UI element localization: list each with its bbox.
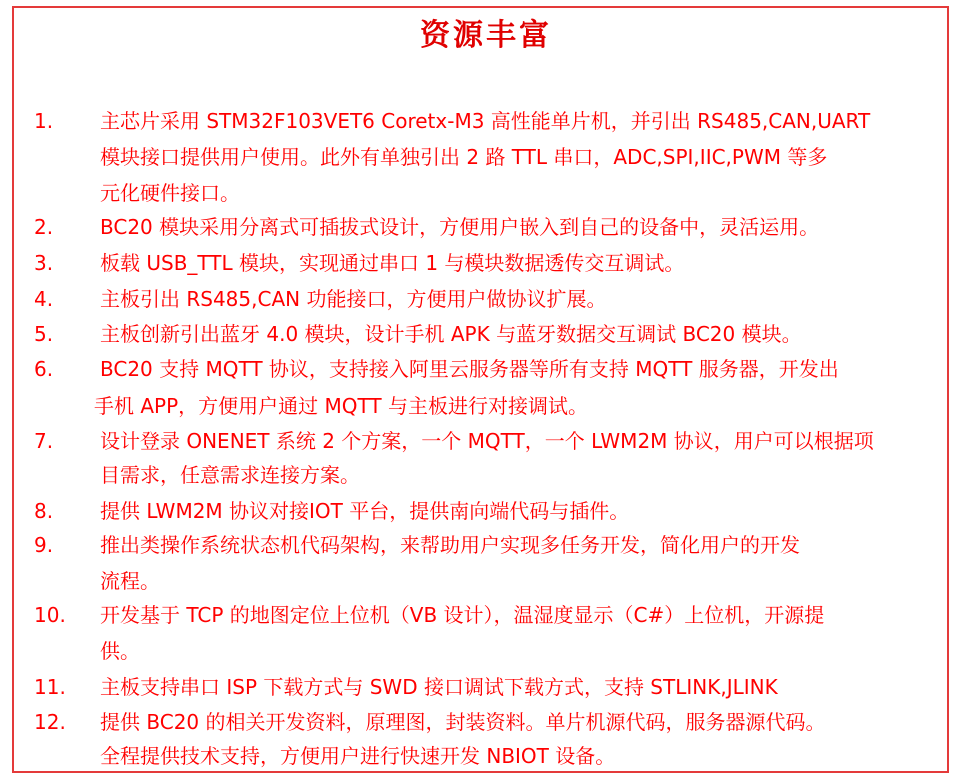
item-text-line: 推出类操作系统状态机代码架构，来帮助用户实现多任务开发，简化用户的开发 xyxy=(100,533,800,557)
item-text-line: 提供 LWM2M 协议对接IOT 平台，提供南向端代码与插件。 xyxy=(100,499,630,523)
item-text-line: 全程提供技术支持，方便用户进行快速开发 NBIOT 设备。 xyxy=(100,744,616,768)
item-text-line: 主板创新引出蓝牙 4.0 模块，设计手机 APK 与蓝牙数据交互调试 BC20 模块。 xyxy=(100,322,802,346)
item-text-line: 供。 xyxy=(100,639,140,663)
item-number: 12. xyxy=(34,710,66,734)
item-text-line: 模块接口提供用户使用。此外有单独引出 2 路 TTL 串口，ADC,SPI,IIC,PWM 等多 xyxy=(100,145,828,169)
page-title: 资源丰富 xyxy=(420,18,552,53)
item-number: 11. xyxy=(34,675,66,699)
item-text-line: 元化硬件接口。 xyxy=(100,181,240,205)
item-number: 10. xyxy=(34,603,66,627)
item-text-line: BC20 支持 MQTT 协议，支持接入阿里云服务器等所有支持 MQTT 服务器，开发出 xyxy=(100,357,839,381)
item-number: 8. xyxy=(34,499,54,523)
item-text-line: 板载 USB_TTL 模块，实现通过串口 1 与模块数据透传交互调试。 xyxy=(100,251,685,275)
item-text-line: 开发基于 TCP 的地图定位上位机（VB 设计），温湿度显示（C#）上位机，开源提 xyxy=(100,603,825,627)
item-number: 2. xyxy=(34,215,54,239)
item-text-line: 主芯片采用 STM32F103VET6 Coretx-M3 高性能单片机，并引出 RS485,CAN,UART xyxy=(100,109,871,133)
item-number: 5. xyxy=(34,322,54,346)
item-text-line: 主板支持串口 ISP 下载方式与 SWD 接口调试下载方式，支持 STLINK,JLINK xyxy=(100,675,778,699)
item-number: 9. xyxy=(34,533,54,557)
item-text-line: 主板引出 RS485,CAN 功能接口，方便用户做协议扩展。 xyxy=(100,287,607,311)
item-number: 7. xyxy=(34,429,54,453)
item-number: 4. xyxy=(34,287,54,311)
item-text-line: BC20 模块采用分离式可插拔式设计，方便用户嵌入到自己的设备中，灵活运用。 xyxy=(100,215,820,239)
item-number: 6. xyxy=(34,357,54,381)
item-text-line: 流程。 xyxy=(100,569,160,593)
item-number: 1. xyxy=(34,109,54,133)
item-text-line: 目需求，任意需求连接方案。 xyxy=(100,463,360,487)
item-text-line: 设计登录 ONENET 系统 2 个方案，一个 MQTT，一个 LWM2M 协议，用户可以根据项 xyxy=(100,429,874,453)
item-text-line: 提供 BC20 的相关开发资料，原理图，封装资料。单片机源代码，服务器源代码。 xyxy=(100,710,826,734)
item-text-line: 手机 APP，方便用户通过 MQTT 与主板进行对接调试。 xyxy=(94,394,588,418)
item-number: 3. xyxy=(34,251,54,275)
